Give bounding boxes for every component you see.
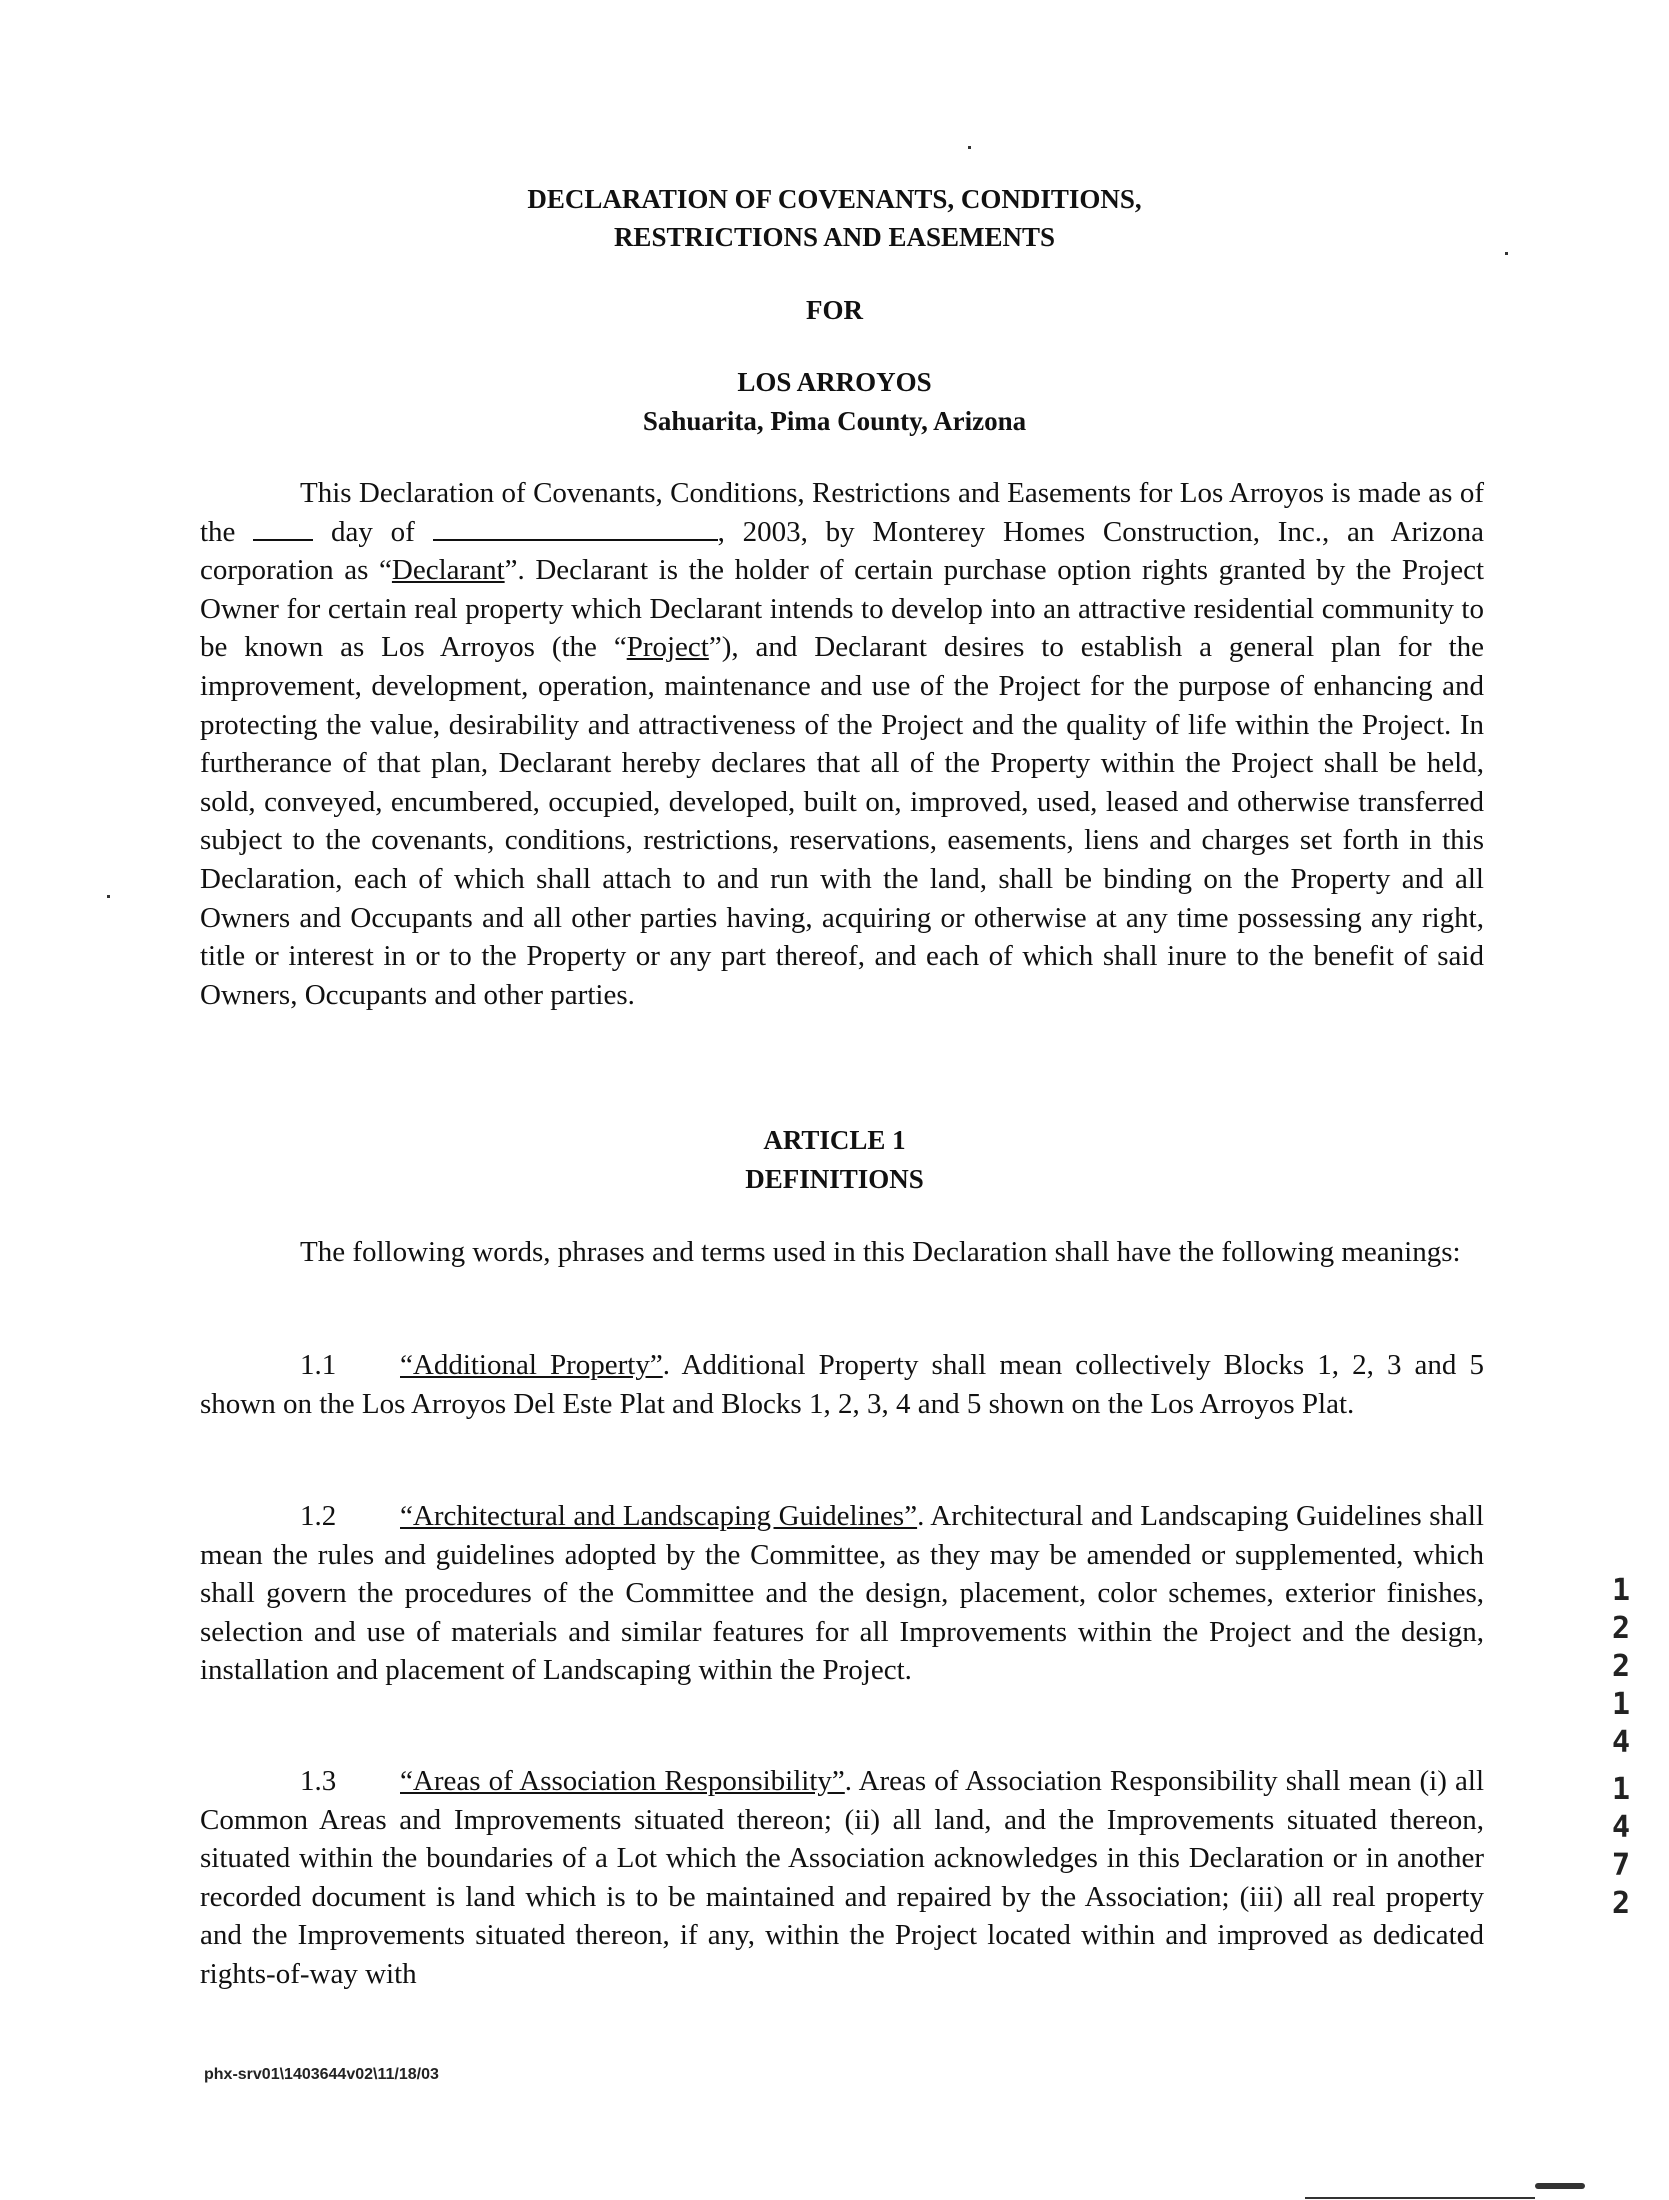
recording-digit: 2	[1611, 1886, 1631, 1921]
recording-digit: 1	[1611, 1772, 1631, 1807]
intro-part-3: , 2003, by Monterey Homes Construction, Inc., an Arizona corporation as “	[200, 515, 1485, 587]
recording-digit: 1	[1611, 1573, 1631, 1608]
project-name: LOS ARROYOS	[737, 367, 932, 397]
project-location: Sahuarita, Pima County, Arizona	[642, 406, 1027, 436]
scan-mark	[1535, 2183, 1585, 2189]
definition-text: . Additional Property shall mean collectively Blocks 1, 2, 3 and 5 shown on the Los Arroyos Del Este Plat and Blocks 1, 2, 3, 4 and 5 shown on the Los Arroyos Plat.	[200, 1349, 1484, 1420]
definition-1-1	[200, 1346, 1484, 1423]
month-blank	[433, 513, 718, 541]
definition-text: . Areas of Association Responsibility shall mean (i) all Common Areas and Improvements situated thereon; (ii) all land, and the Improvements situated thereon, situated within the boundaries of a Lot which the Association acknowledges in this Declaration or in another recorded document is land which is to be maintained and repaired by the Association; (iii) all real property and the Improvements situated thereon, if any, within the Project located within and improved as dedicated rights-of-way with	[200, 1765, 1485, 1990]
declarant-term: Declarant	[391, 554, 505, 587]
definition-1-2	[200, 1497, 1484, 1690]
article-name: DEFINITIONS	[745, 1164, 924, 1194]
definition-term: “Additional Property”	[400, 1349, 663, 1381]
scan-edge-line	[1305, 2197, 1535, 2199]
intro-part-1: This Declaration of Covenants, Conditions, Restrictions and Easements for Los Arroyos is made as of the	[200, 477, 1484, 548]
recording-number-group-1	[1606, 1572, 1636, 1762]
definition-text: . Architectural and Landscaping Guidelines shall mean the rules and guidelines adopted by the Committee, as they may be amended or supplemented, which shall govern the procedures of the Committee and the design, placement, color schemes, exterior finishes, selection and use of materials and similar features for all Improvements within the Project and the design, installation and placement of Landscaping within the Project.	[200, 1500, 1484, 1687]
intro-part-2: day of	[331, 515, 415, 548]
scan-speck	[968, 146, 971, 149]
day-blank	[253, 513, 313, 541]
definition-number: 1.2	[300, 1500, 337, 1532]
definition-1-3	[200, 1762, 1484, 1994]
definitions-lead-in: The following words, phrases and terms used in this Declaration shall have the following meanings:	[300, 1236, 1461, 1268]
intro-part-5: ”), and Declarant desires to establish a general plan for the improvement, development, operation, maintenance and use of the Project for the purpose of enhancing and protecting the value, desirability and attractiveness of the Project and the quality of life within the Project. In furtherance of that plan, Declarant hereby declares that all of the Property within the Project shall be held, sold, conveyed, encumbered, occupied, developed, built on, improved, used, leased and otherwise transferred subject to the covenants, conditions, restrictions, reservations, easements, liens and charges set forth in this Declaration, each of which shall attach to and run with the land, shall be binding on the Property and all Owners and Occupants and all other parties having, acquiring or otherwise at any time possessing any right, title or interest in or to the Property or any part thereof, and each of which shall inure to the benefit of said Owners, Occupants and other parties.	[200, 631, 1484, 1011]
recording-number-group-2	[1606, 1771, 1636, 1923]
project-term: Project	[626, 631, 709, 664]
definition-term: “Areas of Association Responsibility”	[400, 1765, 845, 1797]
title-for: FOR	[806, 295, 863, 325]
recording-digit: 7	[1611, 1848, 1631, 1883]
article-number: ARTICLE 1	[763, 1125, 906, 1155]
scan-speck	[1505, 252, 1508, 255]
definition-number: 1.1	[300, 1349, 337, 1381]
recording-digit: 1	[1611, 1687, 1631, 1722]
recording-digit: 2	[1611, 1611, 1631, 1646]
recording-digit: 2	[1611, 1649, 1631, 1684]
title-line-1: DECLARATION OF COVENANTS, CONDITIONS,	[527, 184, 1142, 214]
definition-number: 1.3	[300, 1765, 337, 1797]
document-id-footer: phx-srv01\1403644v02\11/18/03	[204, 2066, 439, 2083]
intro-part-4: ”. Declarant is the holder of certain purchase option rights granted by the Project Owner for certain real property which Declarant intends to develop into an attractive residential community to be known as Los Arroyos (the “	[200, 554, 1485, 664]
recording-digit: 4	[1611, 1810, 1631, 1845]
intro-paragraph	[200, 474, 1484, 1014]
title-line-2: RESTRICTIONS AND EASEMENTS	[613, 222, 1056, 252]
definition-term: “Architectural and Landscaping Guidelines”	[400, 1500, 918, 1532]
recording-digit: 4	[1611, 1725, 1631, 1760]
scan-speck	[107, 895, 110, 898]
